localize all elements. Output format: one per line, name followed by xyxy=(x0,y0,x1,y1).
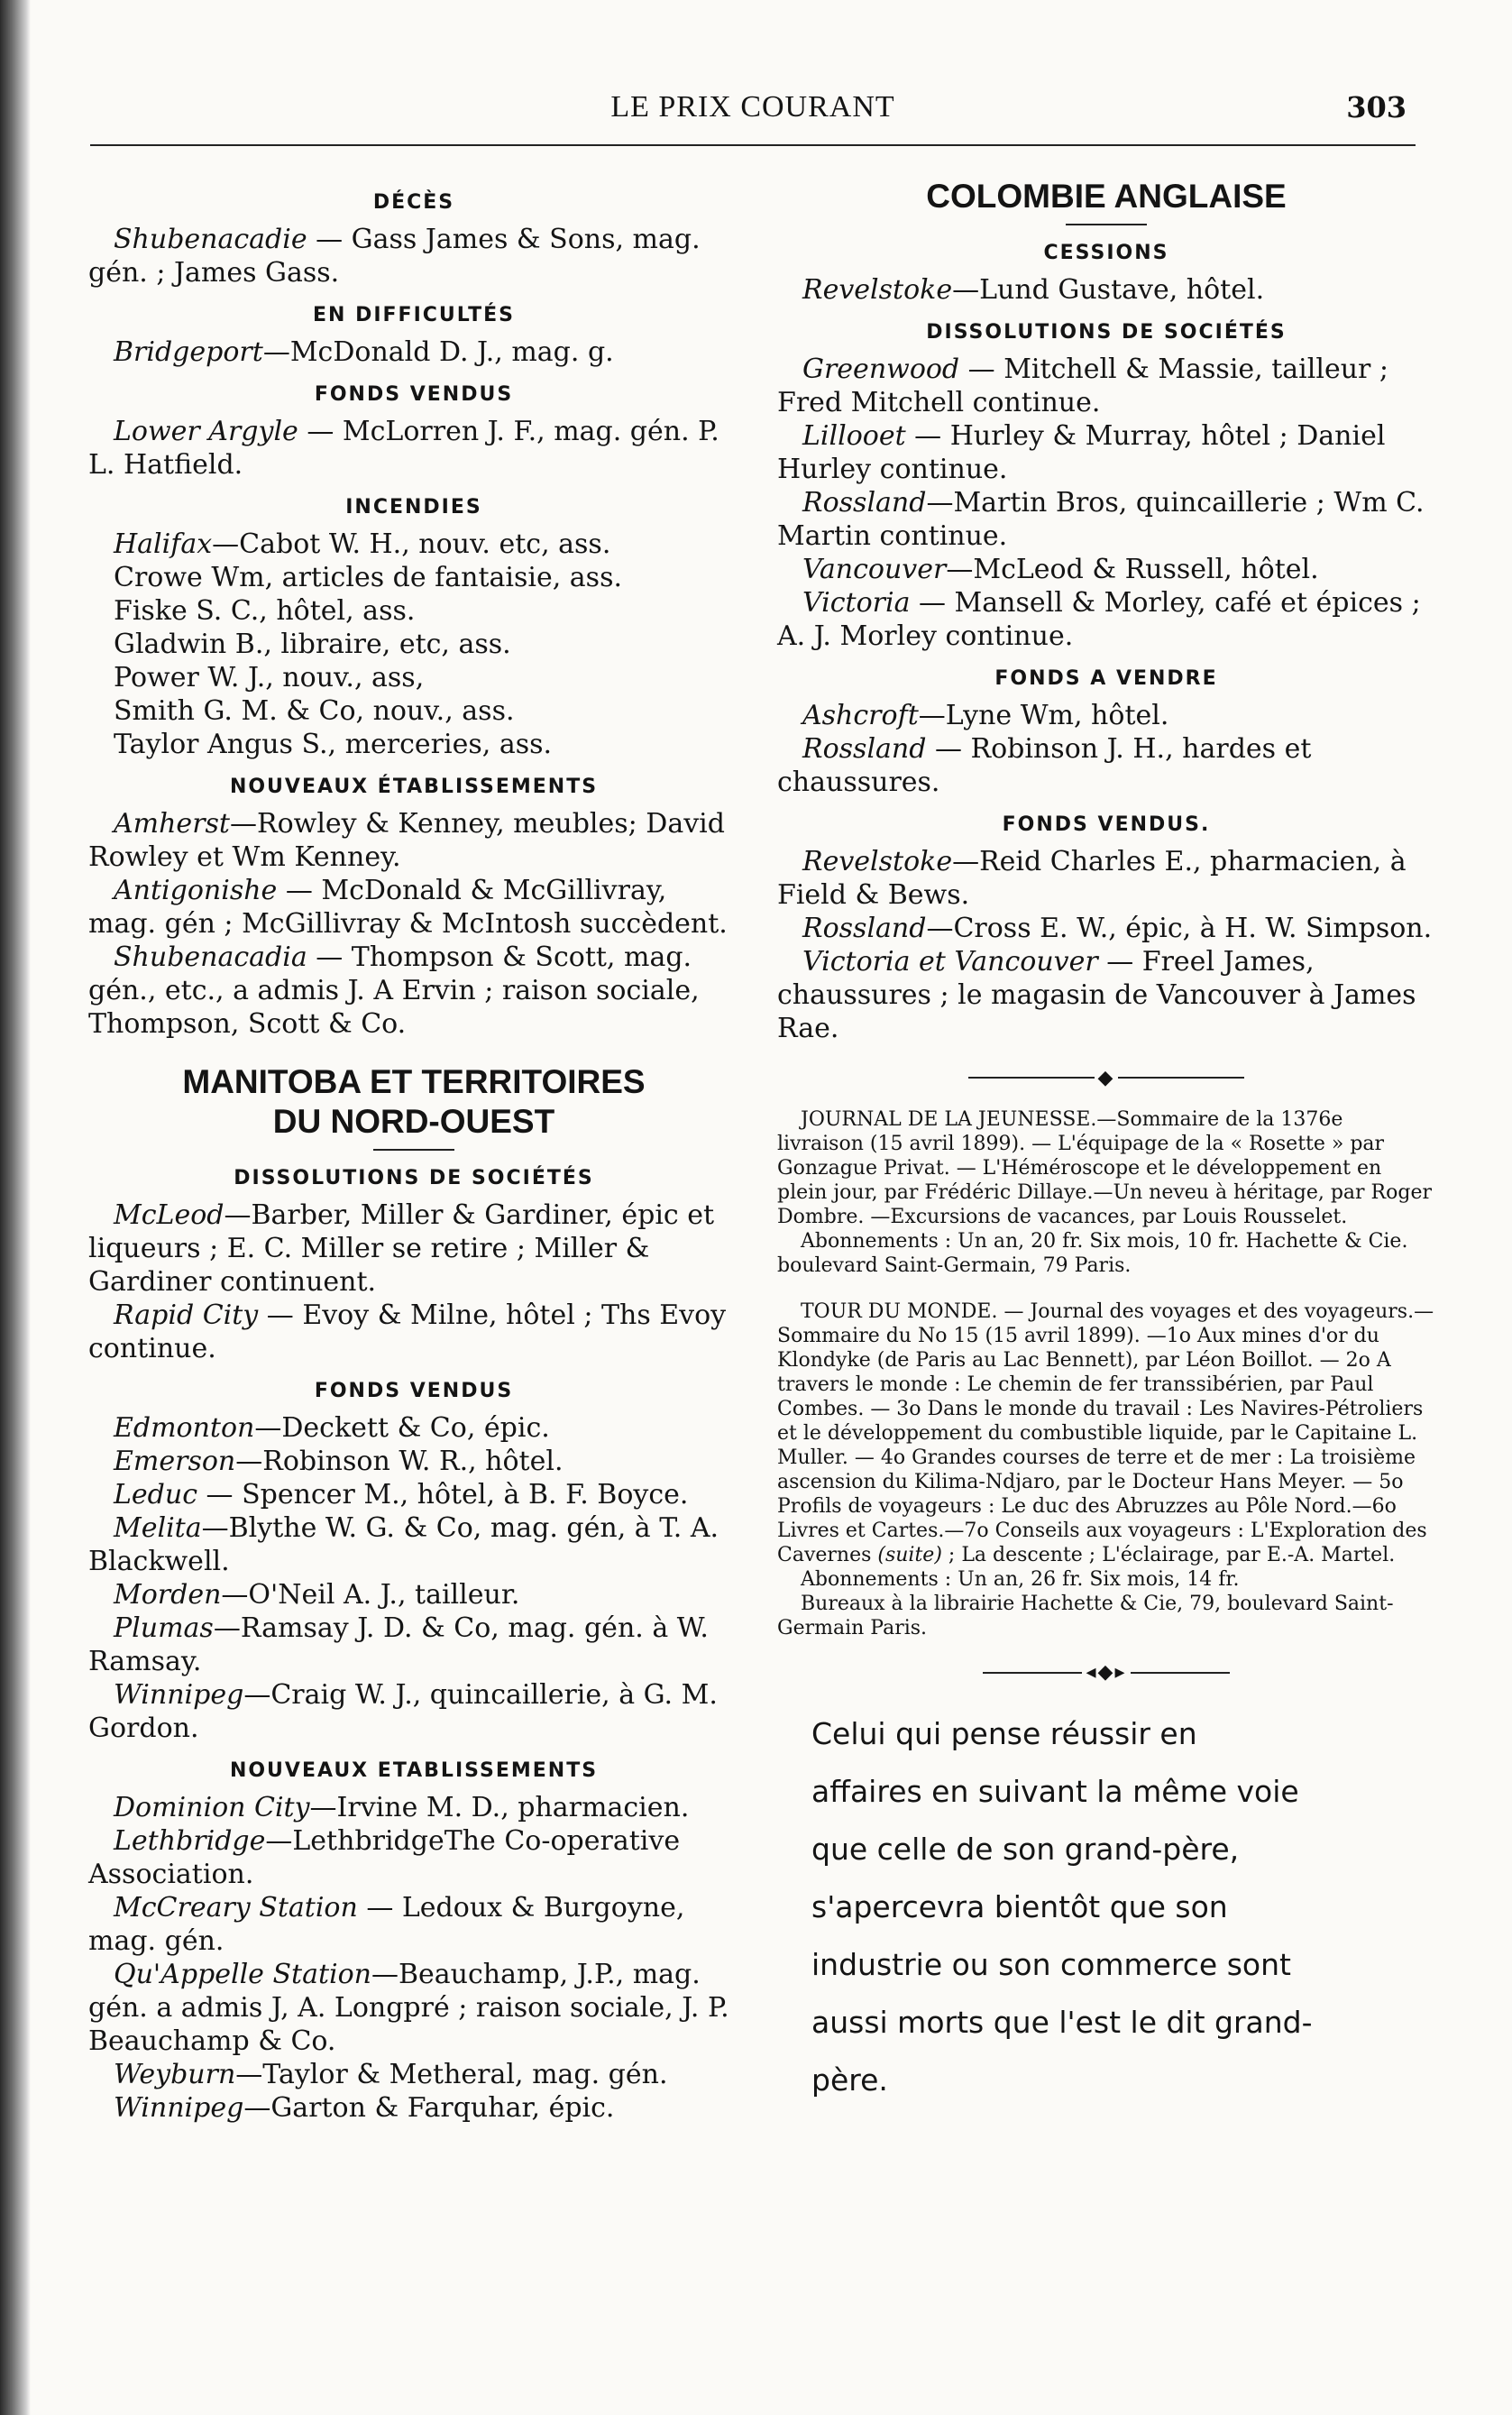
left-column xyxy=(88,177,739,2125)
list-item xyxy=(88,528,739,561)
list-item xyxy=(88,661,739,694)
entry-place: Victoria xyxy=(802,587,911,619)
section-heading-m-nouveaux: NOUVEAUX ETABLISSEMENTS xyxy=(229,1759,599,1782)
entry-text: — Hurley & Murray, hôtel ; Daniel Hurley continue. xyxy=(777,420,1386,485)
entry-place: Melita xyxy=(114,1512,202,1544)
tour-body-suite: (suite) xyxy=(877,1543,942,1566)
list-item xyxy=(88,335,739,369)
list-item xyxy=(777,845,1435,912)
list-fonds-vendus xyxy=(88,415,739,482)
list-item xyxy=(88,1824,739,1891)
entry-place: Weyburn xyxy=(114,2059,236,2090)
entry-text: — McLorren J. F., mag. gén. P. L. Hatfield. xyxy=(88,416,719,481)
entry-place: Lethbridge xyxy=(114,1825,266,1857)
list-item xyxy=(88,2058,739,2091)
right-column xyxy=(777,177,1435,2109)
entry-text: —Rowley & Kenney, meubles; David Rowley et Wm Kenney. xyxy=(88,808,725,873)
entry-place: Antigonishe xyxy=(114,875,278,906)
list-item xyxy=(88,415,739,482)
entry-text: Crowe Wm, articles de fantaisie, ass. xyxy=(114,562,623,593)
list-item xyxy=(88,223,739,289)
entry-text: — Ledoux & Burgoyne, mag. gén. xyxy=(88,1892,685,1957)
entry-text: Taylor Angus S., merceries, ass. xyxy=(114,729,553,760)
journal-jeunesse-notice xyxy=(777,1107,1435,1229)
list-item xyxy=(88,941,739,1041)
entry-place: Greenwood xyxy=(802,354,960,385)
list-item xyxy=(777,553,1435,586)
entry-text: — Evoy & Milne, hôtel ; Ths Evoy continue. xyxy=(88,1299,727,1364)
entry-place: Plumas xyxy=(114,1612,214,1644)
entry-text: — Mitchell & Massie, tailleur ; Fred Mitchell continue. xyxy=(777,354,1389,418)
entry-place: Leduc xyxy=(114,1479,198,1511)
entry-text: —Barber, Miller & Gardiner, épic et liqueurs ; E. C. Miller se retire ; Miller & Gardiner continuent. xyxy=(88,1199,715,1298)
entry-place: Halifax xyxy=(114,528,213,560)
section-heading-difficultes: EN DIFFICULTÉS xyxy=(312,304,516,326)
entry-place: Amherst xyxy=(114,808,230,840)
list-item xyxy=(777,273,1435,307)
journal-title: JOURNAL DE LA JEUNESSE. xyxy=(801,1107,1097,1131)
entry-place: Bridgeport xyxy=(114,336,263,368)
list-item xyxy=(88,1445,739,1478)
section-heading-m-dissolutions: DISSOLUTIONS DE SOCIÉTÉS xyxy=(234,1167,594,1189)
heading-rule xyxy=(1066,224,1147,225)
entry-place: Ashcroft xyxy=(802,700,919,731)
tour-subscription-1: Abonnements : Un an, 26 fr. Six mois, 14 fr. xyxy=(801,1567,1240,1591)
entry-place: Winnipeg xyxy=(114,1679,244,1711)
list-item xyxy=(777,912,1435,945)
list-nouveaux xyxy=(88,807,739,1041)
entry-text: —Deckett & Co, épic. xyxy=(254,1412,550,1444)
list-item xyxy=(777,945,1435,1045)
list-item xyxy=(88,1958,739,2058)
entry-text: — McDonald & McGillivray, mag. gén ; McGillivray & McIntosh succèdent. xyxy=(88,875,728,940)
entry-text: —Cabot W. H., nouv. etc, ass. xyxy=(212,528,611,560)
section-heading-fonds-a-vendre: FONDS A VENDRE xyxy=(994,667,1218,690)
page-header xyxy=(90,90,1416,146)
entry-text: — Thompson & Scott, mag. gén., etc., a admis J. A Ervin ; raison sociale, Thompson, Scott & Co. xyxy=(88,941,700,1040)
section-heading-nouveaux: NOUVEAUX ÉTABLISSEMENTS xyxy=(229,776,599,798)
list-m-nouveaux xyxy=(88,1791,739,2125)
list-item xyxy=(88,728,739,761)
list-item xyxy=(88,2091,739,2125)
entry-place: McCreary Station xyxy=(114,1892,358,1924)
entry-text: —McLeod & Russell, hôtel. xyxy=(946,554,1319,585)
manitoba-heading-line1: MANITOBA ET TERRITOIRES xyxy=(182,1063,646,1100)
entry-place: Victoria et Vancouver xyxy=(802,946,1098,978)
book-spine-shadow xyxy=(0,0,31,2415)
entry-place: Revelstoke xyxy=(802,846,953,877)
entry-text: —Blythe W. G. & Co, mag. gén, à T. A. Blackwell. xyxy=(88,1512,719,1577)
section-heading-cessions: CESSIONS xyxy=(1043,242,1169,264)
list-m-fonds-vendus xyxy=(88,1411,739,1745)
section-heading-fonds-vendus: FONDS VENDUS xyxy=(314,383,514,406)
list-item xyxy=(88,1891,739,1958)
list-item xyxy=(88,594,739,628)
list-item xyxy=(88,1478,739,1511)
entry-text: —Irvine M. D., pharmacien. xyxy=(309,1792,690,1823)
section-heading-fonds-vendus-right: FONDS VENDUS. xyxy=(1002,813,1211,836)
heading-rule xyxy=(373,1149,454,1151)
entry-text: —Taylor & Metheral, mag. gén. xyxy=(235,2059,668,2090)
list-item xyxy=(777,353,1435,419)
section-heading-dissolutions: DISSOLUTIONS DE SOCIÉTÉS xyxy=(926,321,1287,344)
entry-text: —Ramsay J. D. & Co, mag. gén. à W. Ramsay. xyxy=(88,1612,709,1677)
list-item xyxy=(88,1612,739,1678)
entry-text: —Garton & Farquhar, épic. xyxy=(243,2092,615,2124)
closing-quote: Celui qui pense réussir en affaires en suivant la même voie que celle de son grand-père, s'apercevra bientôt que son industrie ou son commerce sont aussi morts que l'est le dit grand-père. xyxy=(811,1716,1313,2098)
tour-body-2: ; La descente ; L'éclairage, par E.-A. Martel. xyxy=(941,1543,1396,1566)
list-fonds-vendus-right xyxy=(777,845,1435,1045)
entry-text: —Robinson W. R., hôtel. xyxy=(235,1446,564,1477)
journal-body: —Sommaire de la 1376e livraison (15 avril 1899). — L'équipage de la « Rosette » par Gonzague Privat. — L'Héméroscope et le développement en plein jour, par Frédéric Dillaye.—Un neveu à héritage, par Roger Dombre. —Excursions de vacances, par Louis Rousselet. xyxy=(777,1107,1432,1228)
entry-place: Dominion City xyxy=(114,1792,310,1823)
entry-place: Winnipeg xyxy=(114,2092,244,2124)
entry-place: Rossland xyxy=(802,487,927,519)
list-item xyxy=(777,732,1435,799)
entry-text: — Gass James & Sons, mag. gén. ; James Gass. xyxy=(88,224,701,289)
entry-text: —O'Neil A. J., tailleur. xyxy=(221,1579,520,1611)
entry-text: —McDonald D. J., mag. g. xyxy=(262,336,614,368)
list-item xyxy=(88,628,739,661)
list-deces xyxy=(88,223,739,289)
list-item xyxy=(88,1198,739,1299)
entry-place: Lower Argyle xyxy=(114,416,298,447)
list-item xyxy=(777,586,1435,653)
entry-text: — Robinson J. H., hardes et chaussures. xyxy=(777,733,1312,798)
ornament-divider-2: ◂◆▸ xyxy=(777,1655,1435,1690)
section-heading-incendies: INCENDIES xyxy=(345,496,482,519)
list-item xyxy=(88,1299,739,1365)
entry-text: —Lyne Wm, hôtel. xyxy=(918,700,1169,731)
page-number: 303 xyxy=(1346,90,1407,124)
entry-text: Smith G. M. & Co, nouv., ass. xyxy=(114,695,515,727)
tour-du-monde-notice xyxy=(777,1299,1435,1567)
journal-subscription: Abonnements : Un an, 20 fr. Six mois, 10 fr. Hachette & Cie. boulevard Saint-Germain, 79 Paris. xyxy=(777,1229,1408,1277)
entry-text: Power W. J., nouv., ass, xyxy=(114,662,425,693)
entry-place: Lillooet xyxy=(802,420,906,452)
list-item xyxy=(88,1678,739,1745)
entry-place: Morden xyxy=(114,1579,222,1611)
list-cessions xyxy=(777,273,1435,307)
entry-place: Edmonton xyxy=(114,1412,255,1444)
entry-place: Shubenacadie xyxy=(114,224,307,255)
entry-place: Vancouver xyxy=(802,554,947,585)
tour-body-1: — Journal des voyages et des voyageurs.—Sommaire du No 15 (15 avril 1899). —1o Aux mines d'or du Klondyke (de Paris au Lac Bennett), par Léon Boillot. — 2o A travers le monde : Le chemin de fer transsibérien, par Paul Combes. — 3o Dans le monde du travail : Les Navires-Pétroliers et le développement du combustible liquide, par le Capitaine L. Muller. — 4o Grandes courses de terre et de mer : La troisième ascension du Kilima-Ndjaro, par le Docteur Hans Meyer. — 5o Profils de voyageurs : Le duc des Abruzzes au Pôle Nord.—6o Livres et Cartes.—7o Conseils aux voyageurs : L'Exploration des Cavernes xyxy=(777,1299,1434,1566)
entry-text: —Beauchamp, J.P., mag. gén. a admis J, A. Longpré ; raison sociale, J. P. Beauchamp & Co. xyxy=(88,1959,729,2057)
list-item xyxy=(88,694,739,728)
list-m-dissolutions xyxy=(88,1198,739,1365)
entry-text: — Spencer M., hôtel, à B. F. Boyce. xyxy=(197,1479,689,1511)
entry-place: Rapid City xyxy=(114,1299,259,1331)
entry-text: —Martin Bros, quincaillerie ; Wm C. Martin continue. xyxy=(777,487,1425,552)
entry-text: Gladwin B., libraire, etc, ass. xyxy=(114,629,511,660)
list-incendies xyxy=(88,528,739,761)
entry-text: —Cross E. W., épic, à H. W. Simpson. xyxy=(926,913,1433,944)
entry-text: —Craig W. J., quincaillerie, à G. M. Gordon. xyxy=(88,1679,718,1744)
entry-place: Revelstoke xyxy=(802,274,953,306)
entry-text: — Freel James, chaussures ; le magasin de Vancouver à James Rae. xyxy=(777,946,1416,1044)
entry-place: Rossland xyxy=(802,913,927,944)
manitoba-heading-line2: DU NORD-OUEST xyxy=(272,1103,555,1140)
list-item xyxy=(88,1578,739,1612)
list-difficultes xyxy=(88,335,739,369)
entry-place: McLeod xyxy=(114,1199,225,1231)
entry-place: Rossland xyxy=(802,733,927,765)
list-item xyxy=(88,1411,739,1445)
list-dissolutions xyxy=(777,353,1435,653)
entry-place: Shubenacadia xyxy=(114,941,307,973)
list-item xyxy=(88,1791,739,1824)
list-item xyxy=(777,699,1435,732)
list-item xyxy=(777,486,1435,553)
entry-text: —Lund Gustave, hôtel. xyxy=(952,274,1265,306)
entry-text: —Reid Charles E., pharmacien, à Field & Bews. xyxy=(777,846,1407,911)
entry-text: — Mansell & Morley, café et épices ; A. J. Morley continue. xyxy=(777,587,1421,652)
tour-title: TOUR DU MONDE. xyxy=(801,1299,998,1323)
tour-subscription-2: Bureaux à la librairie Hachette & Cie, 79, boulevard Saint-Germain Paris. xyxy=(777,1592,1394,1639)
list-item xyxy=(88,874,739,941)
entry-place: Emerson xyxy=(114,1446,236,1477)
entry-text: —LethbridgeThe Co-operative Association. xyxy=(88,1825,681,1890)
entry-text: Fiske S. C., hôtel, ass. xyxy=(114,595,416,627)
ornament-divider: ◆ xyxy=(777,1060,1435,1095)
list-item xyxy=(777,419,1435,486)
section-heading-deces: DÉCÈS xyxy=(372,191,455,214)
colombie-heading: COLOMBIE ANGLAISE xyxy=(926,178,1287,215)
list-fonds-a-vendre xyxy=(777,699,1435,799)
entry-place: Qu'Appelle Station xyxy=(114,1959,371,1990)
running-title: LE PRIX COURANT xyxy=(610,90,895,124)
list-item xyxy=(88,561,739,594)
section-heading-m-fonds-vendus: FONDS VENDUS xyxy=(314,1380,514,1402)
list-item xyxy=(88,1511,739,1578)
list-item xyxy=(88,807,739,874)
